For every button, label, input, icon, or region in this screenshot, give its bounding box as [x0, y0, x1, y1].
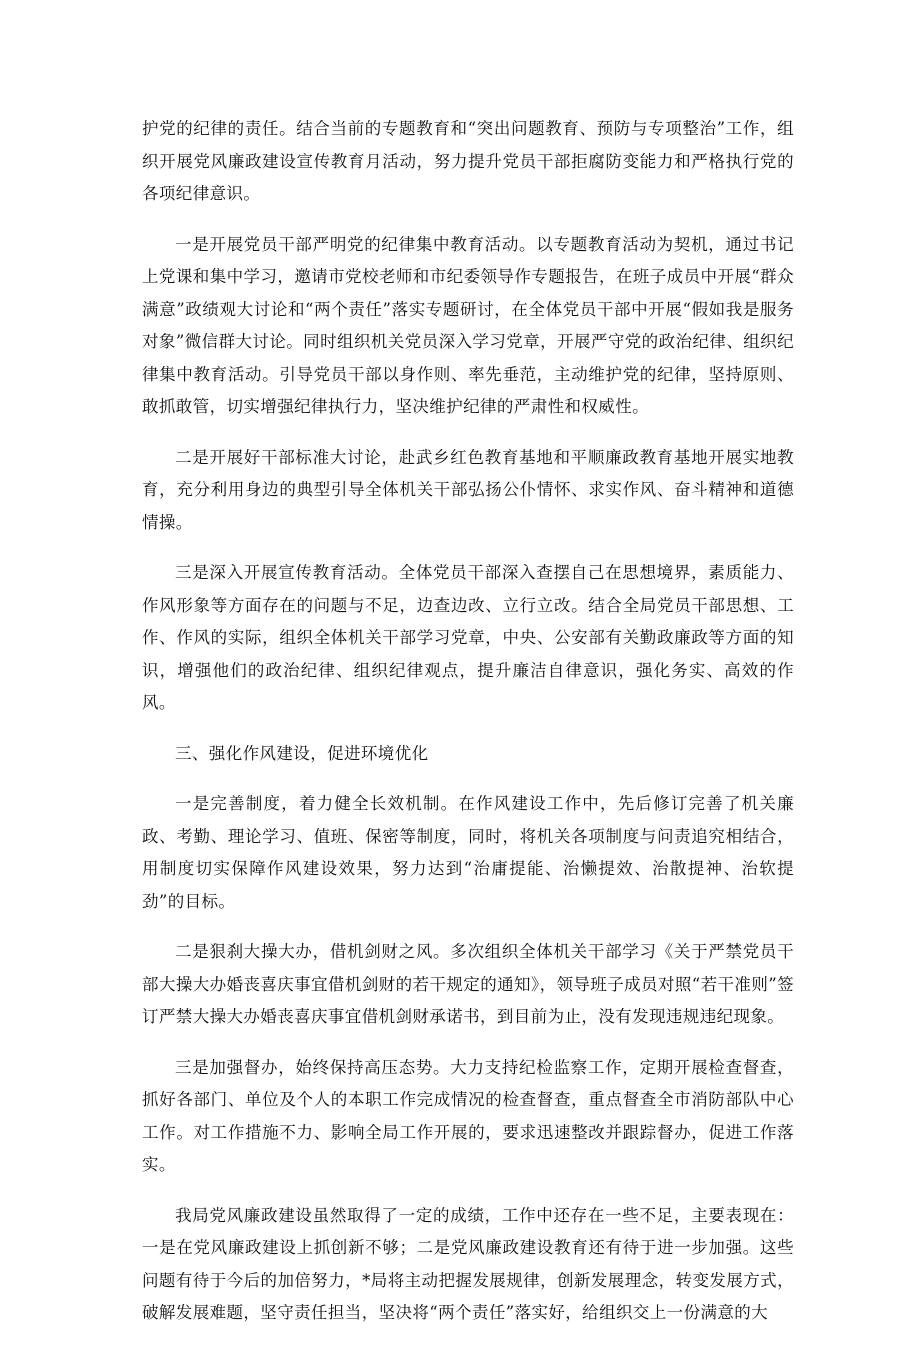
paragraph-7: 三是加强督办，始终保持高压态势。大力支持纪检监察工作，定期开展检查督查，抓好各部门、单位及个人的本职工作完成情况的检查督查，重点督查全市消防部队中心工作。对工作措施不力、影响全局工作开展的，要求迅速整改并跟踪督办，促进工作落实。: [142, 1057, 794, 1174]
paragraph-8: 我局党风廉政建设虽然取得了一定的成绩，工作中还存在一些不足，主要表现在：一是在党风廉政建设上抓创新不够；二是党风廉政建设教育还有待于进一步加强。这些问题有待于今后的加倍努力，*局将主动把握发展规律，创新发展理念，转变发展方式，破解发展难题，坚守责任担当，坚决将“两个责任”落实好，给组织交上一份满意的大: [142, 1205, 794, 1322]
document-body: [142, 113, 794, 1348]
paragraph-2: 一是开展党员干部严明党的纪律集中教育活动。以专题教育活动为契机，通过书记上党课和集中学习，邀请市党校老师和市纪委领导作专题报告，在班子成员中开展“群众满意”政绩观大讨论和“两个责任”落实专题研讨，在全体党员干部中开展“假如我是服务对象”微信群大讨论。同时组织机关党员深入学习党章，开展严守党的政治纪律、组织纪律集中教育活动。引导党员干部以身作则、率先垂范，主动维护党的纪律，坚持原则、敢抓敢管，切实增强纪律执行力，坚决维护纪律的严肃性和权威性。: [142, 234, 794, 416]
paragraph-5: 一是完善制度，着力健全长效机制。在作风建设工作中，先后修订完善了机关廉政、考勤、理论学习、值班、保密等制度，同时，将机关各项制度与问责追究相结合，用制度切实保障作风建设效果，努力达到“治庸提能、治懒提效、治散提神、治软提劲”的目标。: [142, 794, 794, 911]
section-heading: 三、强化作风建设，促进环境优化: [175, 743, 429, 763]
paragraph-3: 二是开展好干部标准大讨论，赴武乡红色教育基地和平顺廉政教育基地开展实地教育，充分利用身边的典型引导全体机关干部弘扬公仆情怀、求实作风、奋斗精神和道德情操。: [142, 447, 794, 532]
paragraph-1: 护党的纪律的责任。结合当前的专题教育和“突出问题教育、预防与专项整治”工作，组织开展党风廉政建设宣传教育月活动，努力提升党员干部拒腐防变能力和严格执行党的各项纪律意识。: [142, 119, 794, 203]
paragraph-4: 三是深入开展宣传教育活动。全体党员干部深入查摆自己在思想境界，素质能力、作风形象等方面存在的问题与不足，边查边改、立行立改。结合全局党员干部思想、工作、作风的实际，组织全体机关干部学习党章，中央、公安部有关勤政廉政等方面的知识，增强他们的政治纪律、组织纪律观点，提升廉洁自律意识，强化务实、高效的作风。: [142, 563, 794, 712]
paragraph-6: 二是狠刹大操大办，借机剑财之风。多次组织全体机关干部学习《关于严禁党员干部大操大办婚丧喜庆事宜借机剑财的若干规定的通知》，领导班子成员对照“若干准则”签订严禁大操大办婚丧喜庆事宜借机剑财承诺书，到目前为止，没有发现违规违纪现象。: [142, 942, 794, 1026]
